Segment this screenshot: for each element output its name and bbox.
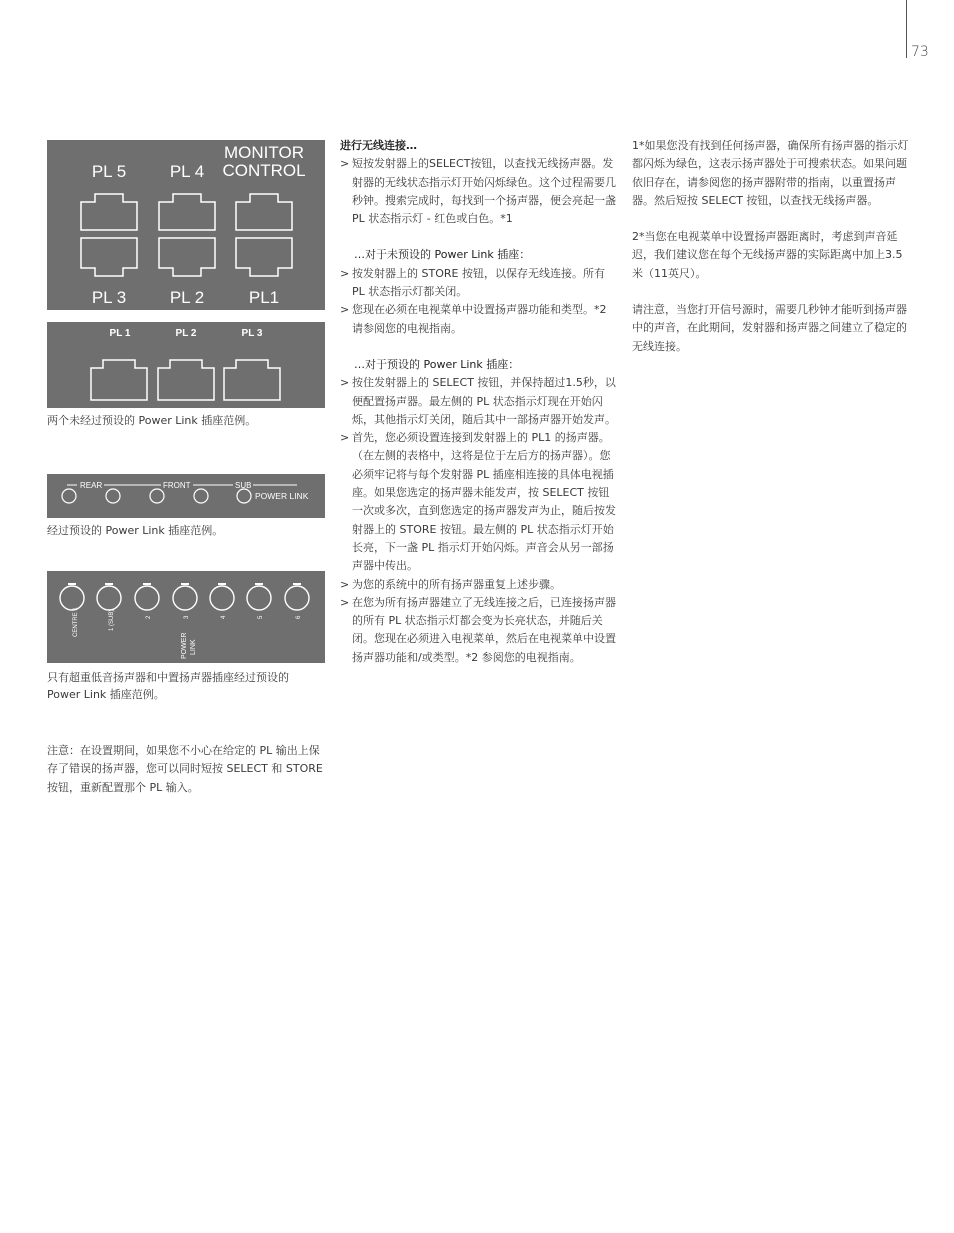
page-number: 73 — [911, 44, 929, 60]
power-link-panel-3 — [47, 474, 325, 518]
footnote-2: 2*当您在电视菜单中设置扬声器距离时，考虑到声音延迟，我们建议您在每个无线扬声器的实际距离中加上3.5米（11英尺）。 — [632, 230, 903, 280]
panel1-label-pl5: PL 5 — [91, 162, 127, 181]
panel2-socket-2 — [158, 360, 214, 400]
caption-partial-preset — [47, 669, 289, 703]
panel2-label-pl1: PL 1 — [109, 328, 131, 339]
jack-label-5: 5 — [258, 615, 264, 619]
caption-unpreset: 两个未经过预设的 Power Link 插座范例。 — [47, 414, 257, 427]
step-finish: > 在您为所有扬声器建立了无线连接之后，已连接扬声器的所有 PL 状态指示灯都会变为长亮状态，并随后关闭。您现在必须进入电视菜单，然后在电视菜单中设置扬声器功能和/或类型。*2 参阅您的电视指南。 — [340, 594, 616, 667]
step-short-press-select: > 短按发射器上的SELECT按钮，以查找无线扬声器。发射器的无线状态指示灯开始闪烁绿色。这个过程需要几秒钟。搜索完成时，每找到一个扬声器，便会亮起一盏 PL 状态指示灯 - 红色或白色。*1 — [340, 155, 616, 228]
panel2-label-pl3: PL 3 — [241, 328, 263, 339]
panel3-label-power-link: POWER LINK — [255, 491, 309, 501]
footnotes-column — [632, 137, 910, 356]
jack-label-centre: CENTRE 1 — [73, 607, 79, 637]
panel4-label-link: LINK — [190, 639, 197, 655]
jack-label-3: 3 — [184, 615, 190, 619]
subheading-unpreset: …对于未预设的 Power Link 插座： — [354, 248, 531, 262]
page-divider-line — [906, 0, 907, 58]
caption-partial-line2: Power Link 插座范例。 — [47, 688, 165, 701]
socket-pl5 — [81, 194, 137, 230]
step-press-store: > 按发射器上的 STORE 按钮，以保存无线连接。所有 PL 状态指示灯都关闭。 — [340, 265, 616, 302]
socket-pl4 — [159, 194, 215, 230]
jack-label-6: 6 — [296, 615, 302, 619]
panel1-label-pl1: PL1 — [248, 288, 280, 307]
panel2-socket-1 — [91, 360, 147, 400]
jack-label-2: 2 — [146, 615, 152, 619]
panel-1-diagram — [47, 140, 325, 310]
panel1-label-control: CONTROL — [222, 161, 306, 180]
panel1-label-pl3: PL 3 — [91, 288, 127, 307]
panel1-label-pl4: PL 4 — [169, 162, 205, 181]
jack-label-4: 4 — [221, 615, 227, 619]
step-hold-select: > 按住发射器上的 SELECT 按钮，并保持超过1.5秒，以便配置扬声器。最左侧的 PL 状态指示灯现在开始闪烁，其他指示灯关闭，随后其中一部扬声器开始发声。 — [340, 374, 616, 429]
panel3-label-sub: SUB — [235, 481, 252, 490]
caption-partial-line1: 只有超重低音扬声器和中置扬声器插座经过预设的 — [47, 671, 289, 684]
power-link-panel-4 — [47, 571, 325, 663]
socket-pl2 — [159, 238, 215, 276]
instructions-column — [340, 137, 616, 667]
panel3-label-front: FRONT — [163, 481, 191, 490]
subheading-preset: …对于预设的 Power Link 插座： — [354, 357, 520, 371]
panel-3-diagram — [47, 474, 325, 518]
power-link-panel-1 — [47, 140, 325, 310]
footnote-1: 1*如果您没有找到任何扬声器，确保所有扬声器的指示灯都闪烁为绿色，这表示扬声器处于可搜索状态。如果问题依旧存在，请参阅您的扬声器附带的指南，以重置扬声器。然后短按 SELECT 按钮，以查找无线扬声器。 — [632, 139, 909, 207]
panel1-label-pl2: PL 2 — [169, 288, 205, 307]
step-set-tv-menu: > 您现在必须在电视菜单中设置扬声器功能和类型。*2 请参阅您的电视指南。 — [340, 301, 616, 338]
step-repeat: > 为您的系统中的所有扬声器重复上述步骤。 — [340, 576, 616, 594]
socket-pl1 — [236, 238, 292, 276]
panel3-label-rear: REAR — [80, 481, 103, 490]
panel-4-diagram — [47, 571, 325, 663]
caption-preset: 经过预设的 Power Link 插座范例。 — [47, 524, 224, 537]
panel2-label-pl2: PL 2 — [175, 328, 197, 339]
setup-note: 注意：在设置期间，如果您不小心在给定的 PL 输出上保存了错误的扬声器，您可以同时短按 SELECT 和 STORE 按钮，重新配置那个 PL 输入。 — [47, 744, 323, 794]
step-set-pl1: > 首先，您必须设置连接到发射器上的 PL1 的扬声器。（在左侧的表格中，这将是位于左后方的扬声器）。您必须牢记将与每个发射器 PL 插座相连接的具体电视插座。如果您选定的扬声器未能发声，按 SELECT 按钮一次或多次，直到您选定的扬声器发声为止，随后按发射器上的 STORE 按钮。最左侧的 PL 状态指示灯开始长亮，下一盏 PL 指示灯开始闪烁。声音会从另一部扬声器中传出。 — [340, 429, 616, 575]
panel1-label-monitor: MONITOR — [224, 143, 304, 162]
socket-pl3 — [81, 238, 137, 276]
panel4-label-power: POWER — [181, 632, 188, 659]
heading-wireless-connect: 进行无线连接… — [340, 139, 417, 152]
panel-2-diagram — [47, 322, 325, 408]
power-link-panel-2 — [47, 322, 325, 408]
socket-monitor — [236, 194, 292, 230]
note-connection-delay: 请注意，当您打开信号源时，需要几秒钟才能听到扬声器中的声音，在此期间，发射器和扬声器之间建立了稳定的无线连接。 — [632, 303, 907, 353]
panel2-socket-3 — [224, 360, 280, 400]
jack-label-sub: 1 (SUB) — [109, 609, 115, 631]
